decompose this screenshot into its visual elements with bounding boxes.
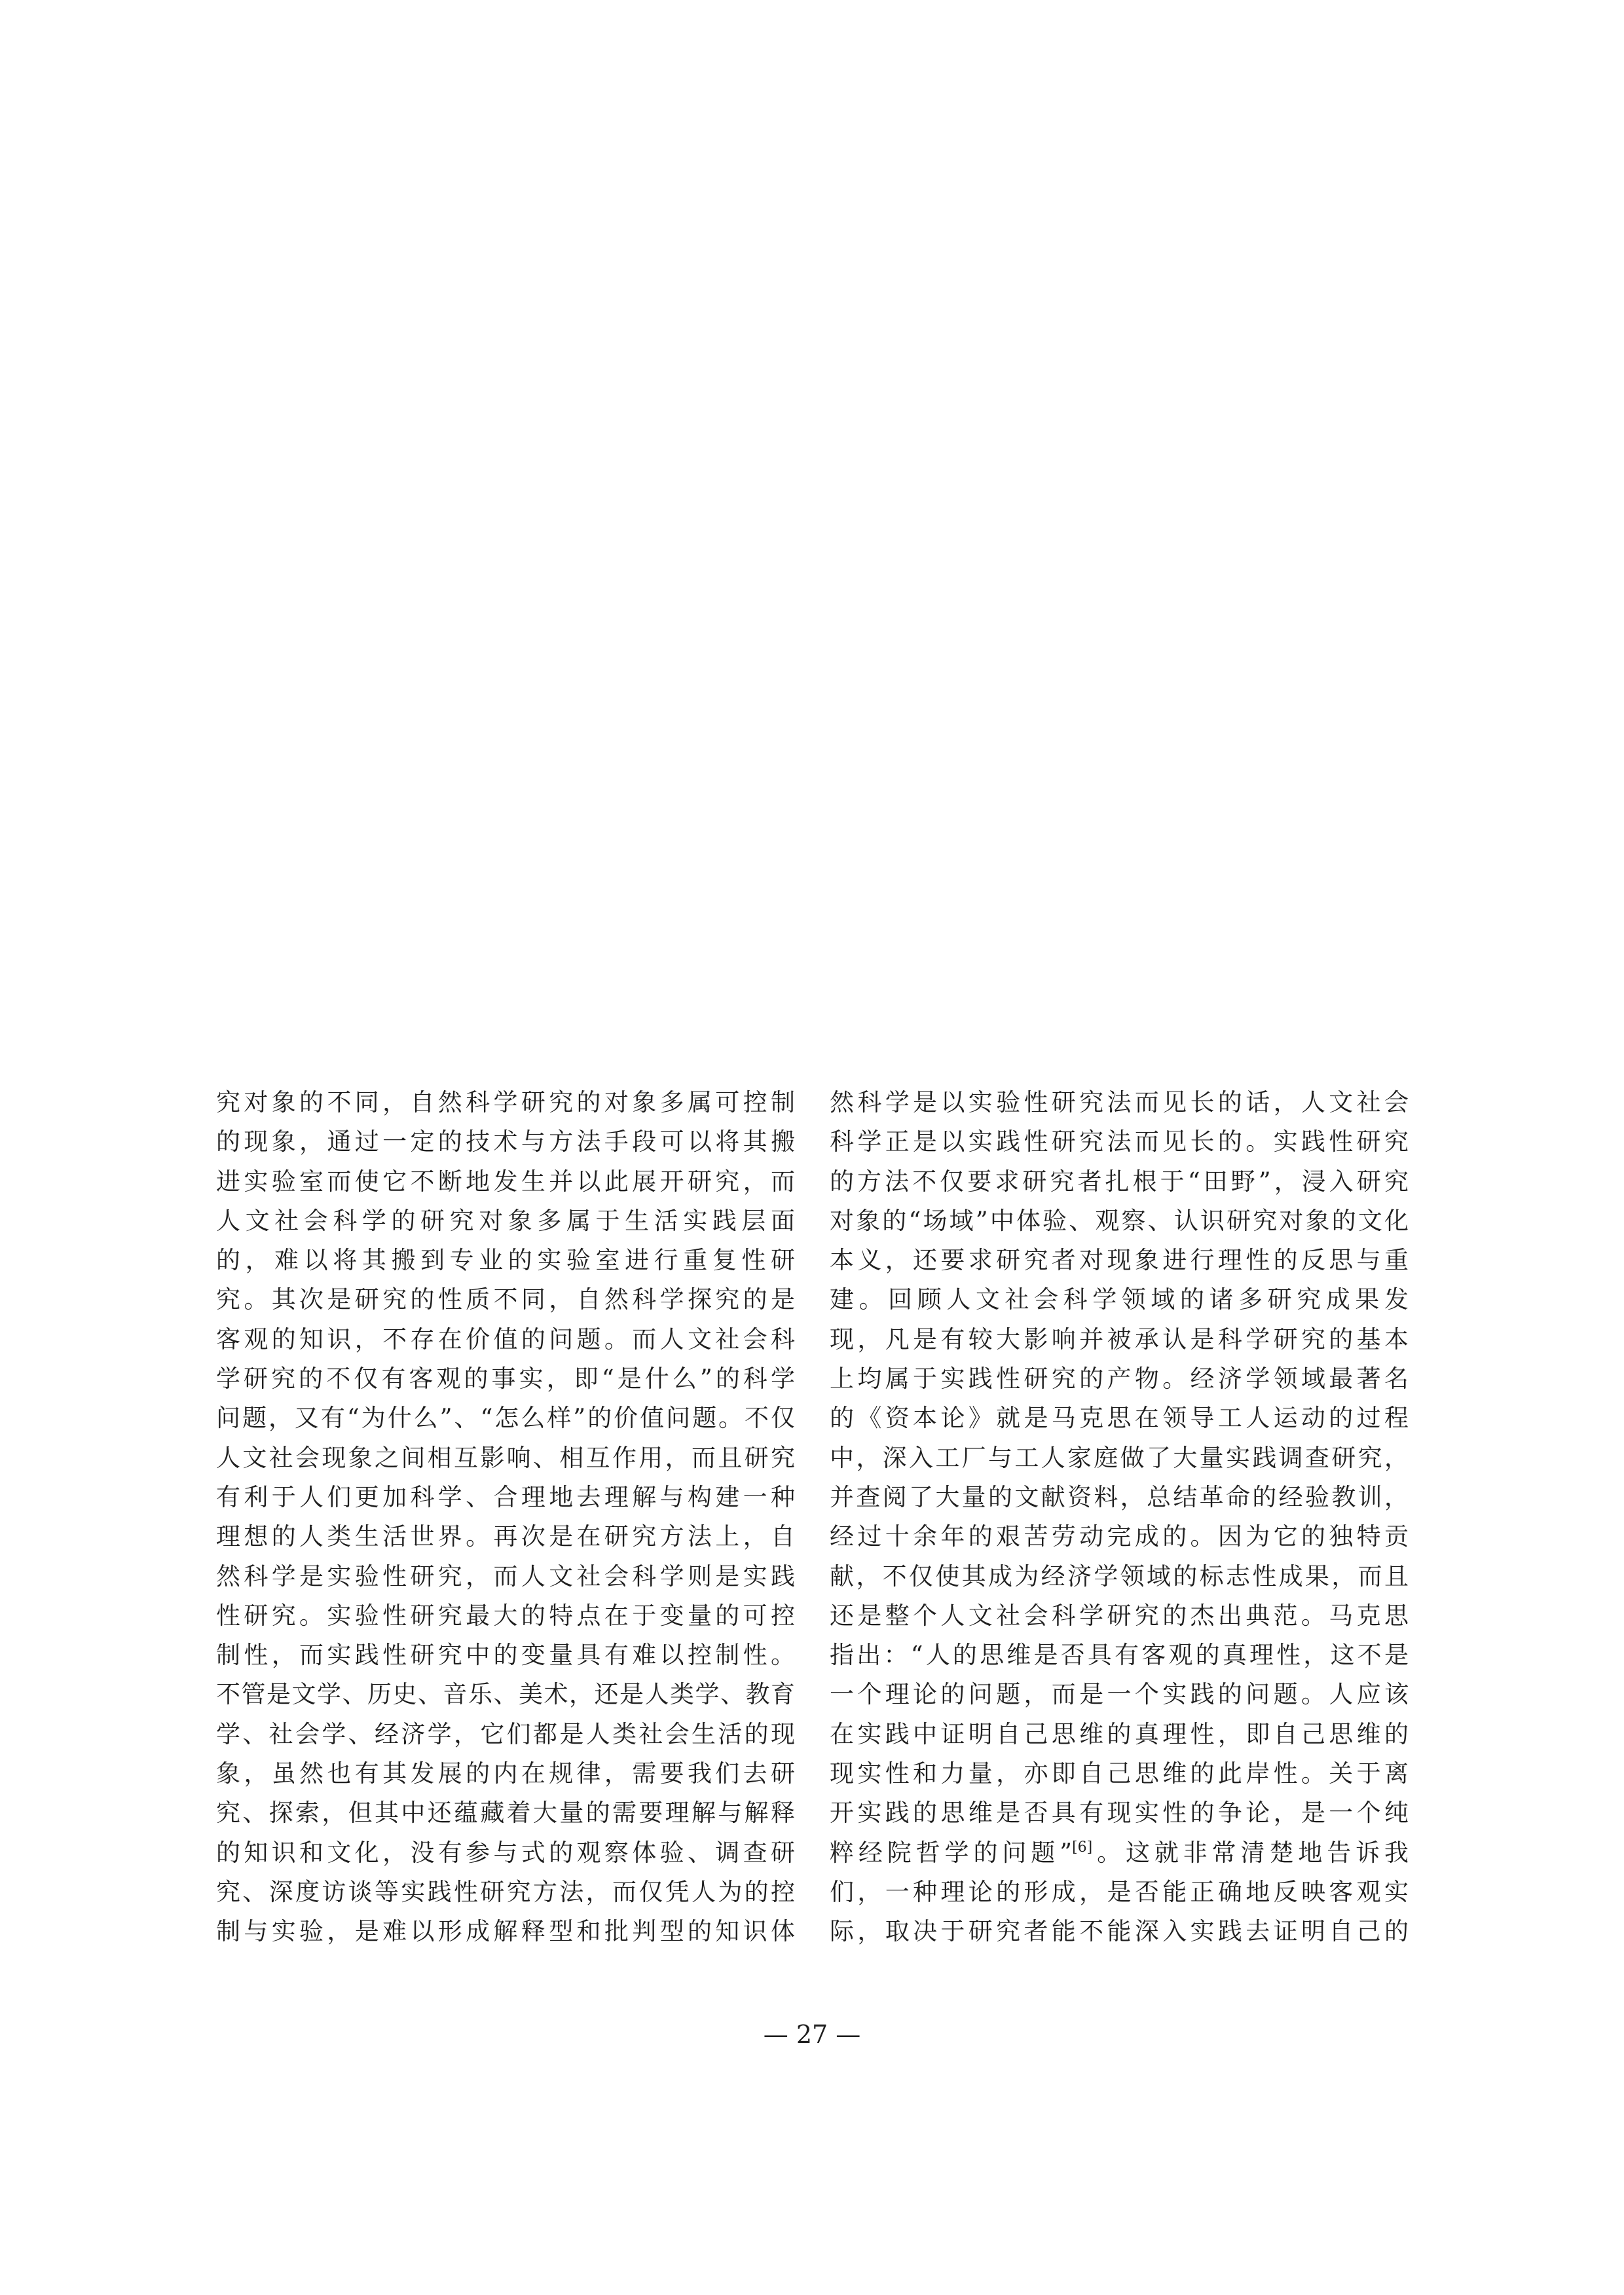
body-line: 究。其次是研究的性质不同，自然科学探究的是 xyxy=(216,1285,795,1314)
body-line: 人文社会现象之间相互影响、相互作用，而且研究 xyxy=(216,1443,795,1472)
body-line: 还是整个人文社会科学研究的杰出典范。马克思 xyxy=(830,1601,1409,1630)
body-line: 的方法不仅要求研究者扎根于“田野”，浸入研究 xyxy=(830,1167,1409,1196)
body-line: 上均属于实践性研究的产物。经济学领域最著名 xyxy=(830,1365,1409,1393)
body-line: 不管是文学、历史、音乐、美术，还是人类学、教育 xyxy=(216,1680,795,1709)
body-line: 问题，又有“为什么”、“怎么样”的价值问题。不仅 xyxy=(216,1404,795,1433)
body-line: 究、深度访谈等实践性研究方法，而仅凭人为的控 xyxy=(216,1877,795,1906)
body-line: 理想的人类生活世界。再次是在研究方法上，自 xyxy=(216,1522,795,1551)
body-line: 究对象的不同，自然科学研究的对象多属可控制 xyxy=(216,1088,795,1116)
body-line: 们，一种理论的形成，是否能正确地反映客观实 xyxy=(830,1877,1409,1906)
right-text-column xyxy=(830,1083,1409,1952)
body-line: 指出：“人的思维是否具有客观的真理性，这不是 xyxy=(830,1641,1409,1670)
body-line: 制与实验，是难以形成解释型和批判型的知识体 xyxy=(216,1917,795,1946)
body-line: 客观的知识，不存在价值的问题。而人文社会科 xyxy=(216,1325,795,1353)
citation-line xyxy=(830,1833,1409,1873)
body-line: 究、探索，但其中还蕴藏着大量的需要理解与解释 xyxy=(216,1799,795,1827)
body-line: 科学正是以实践性研究法而见长的。实践性研究 xyxy=(830,1128,1409,1156)
body-line: 有利于人们更加科学、合理地去理解与构建一种 xyxy=(216,1482,795,1511)
body-line: 际，取决于研究者能不能深入实践去证明自己的 xyxy=(830,1917,1409,1946)
body-line: 本义，还要求研究者对现象进行理性的反思与重 xyxy=(830,1246,1409,1275)
body-line: 然科学是以实验性研究法而见长的话，人文社会 xyxy=(830,1088,1409,1116)
body-line: 制性，而实践性研究中的变量具有难以控制性。 xyxy=(216,1641,795,1670)
body-line: 在实践中证明自己思维的真理性，即自己思维的 xyxy=(830,1719,1409,1748)
body-line: 现，凡是有较大影响并被承认是科学研究的基本 xyxy=(830,1325,1409,1353)
body-line: 献，不仅使其成为经济学领域的标志性成果，而且 xyxy=(830,1562,1409,1590)
body-line: 性研究。实验性研究最大的特点在于变量的可控 xyxy=(216,1601,795,1630)
body-line: 的，难以将其搬到专业的实验室进行重复性研 xyxy=(216,1246,795,1275)
citation-text-after: 。这就非常清楚地告诉我 xyxy=(1092,1838,1409,1867)
body-line: 对象的“场域”中体验、观察、认识研究对象的文化 xyxy=(830,1206,1409,1235)
body-line: 的现象，通过一定的技术与方法手段可以将其搬 xyxy=(216,1128,795,1156)
body-line: 并查阅了大量的文献资料，总结革命的经验教训， xyxy=(830,1482,1409,1511)
body-line: 开实践的思维是否具有现实性的争论，是一个纯 xyxy=(830,1799,1409,1827)
body-line: 人文社会科学的研究对象多属于生活实践层面 xyxy=(216,1206,795,1235)
body-line: 建。回顾人文社会科学领域的诸多研究成果发 xyxy=(830,1285,1409,1314)
body-line: 经过十余年的艰苦劳动完成的。因为它的独特贡 xyxy=(830,1522,1409,1551)
body-line: 一个理论的问题，而是一个实践的问题。人应该 xyxy=(830,1680,1409,1709)
body-line: 的《资本论》就是马克思在领导工人运动的过程 xyxy=(830,1404,1409,1433)
body-line: 的知识和文化，没有参与式的观察体验、调查研 xyxy=(216,1838,795,1867)
body-line: 中，深入工厂与工人家庭做了大量实践调查研究， xyxy=(830,1443,1409,1472)
page-number: — 27 — xyxy=(763,2020,861,2049)
body-line: 学、社会学、经济学，它们都是人类社会生活的现 xyxy=(216,1719,795,1748)
body-line: 学研究的不仅有客观的事实，即“是什么”的科学 xyxy=(216,1365,795,1393)
left-text-column xyxy=(216,1083,795,1952)
body-line: 现实性和力量，亦即自己思维的此岸性。关于离 xyxy=(830,1759,1409,1788)
citation-text-before: 粹经院哲学的问题” xyxy=(830,1838,1073,1867)
body-line: 进实验室而使它不断地发生并以此展开研究，而 xyxy=(216,1167,795,1196)
body-line: 象，虽然也有其发展的内在规律，需要我们去研 xyxy=(216,1759,795,1788)
body-line: 然科学是实验性研究，而人文社会科学则是实践 xyxy=(216,1562,795,1590)
citation-reference: [6] xyxy=(1072,1839,1093,1856)
